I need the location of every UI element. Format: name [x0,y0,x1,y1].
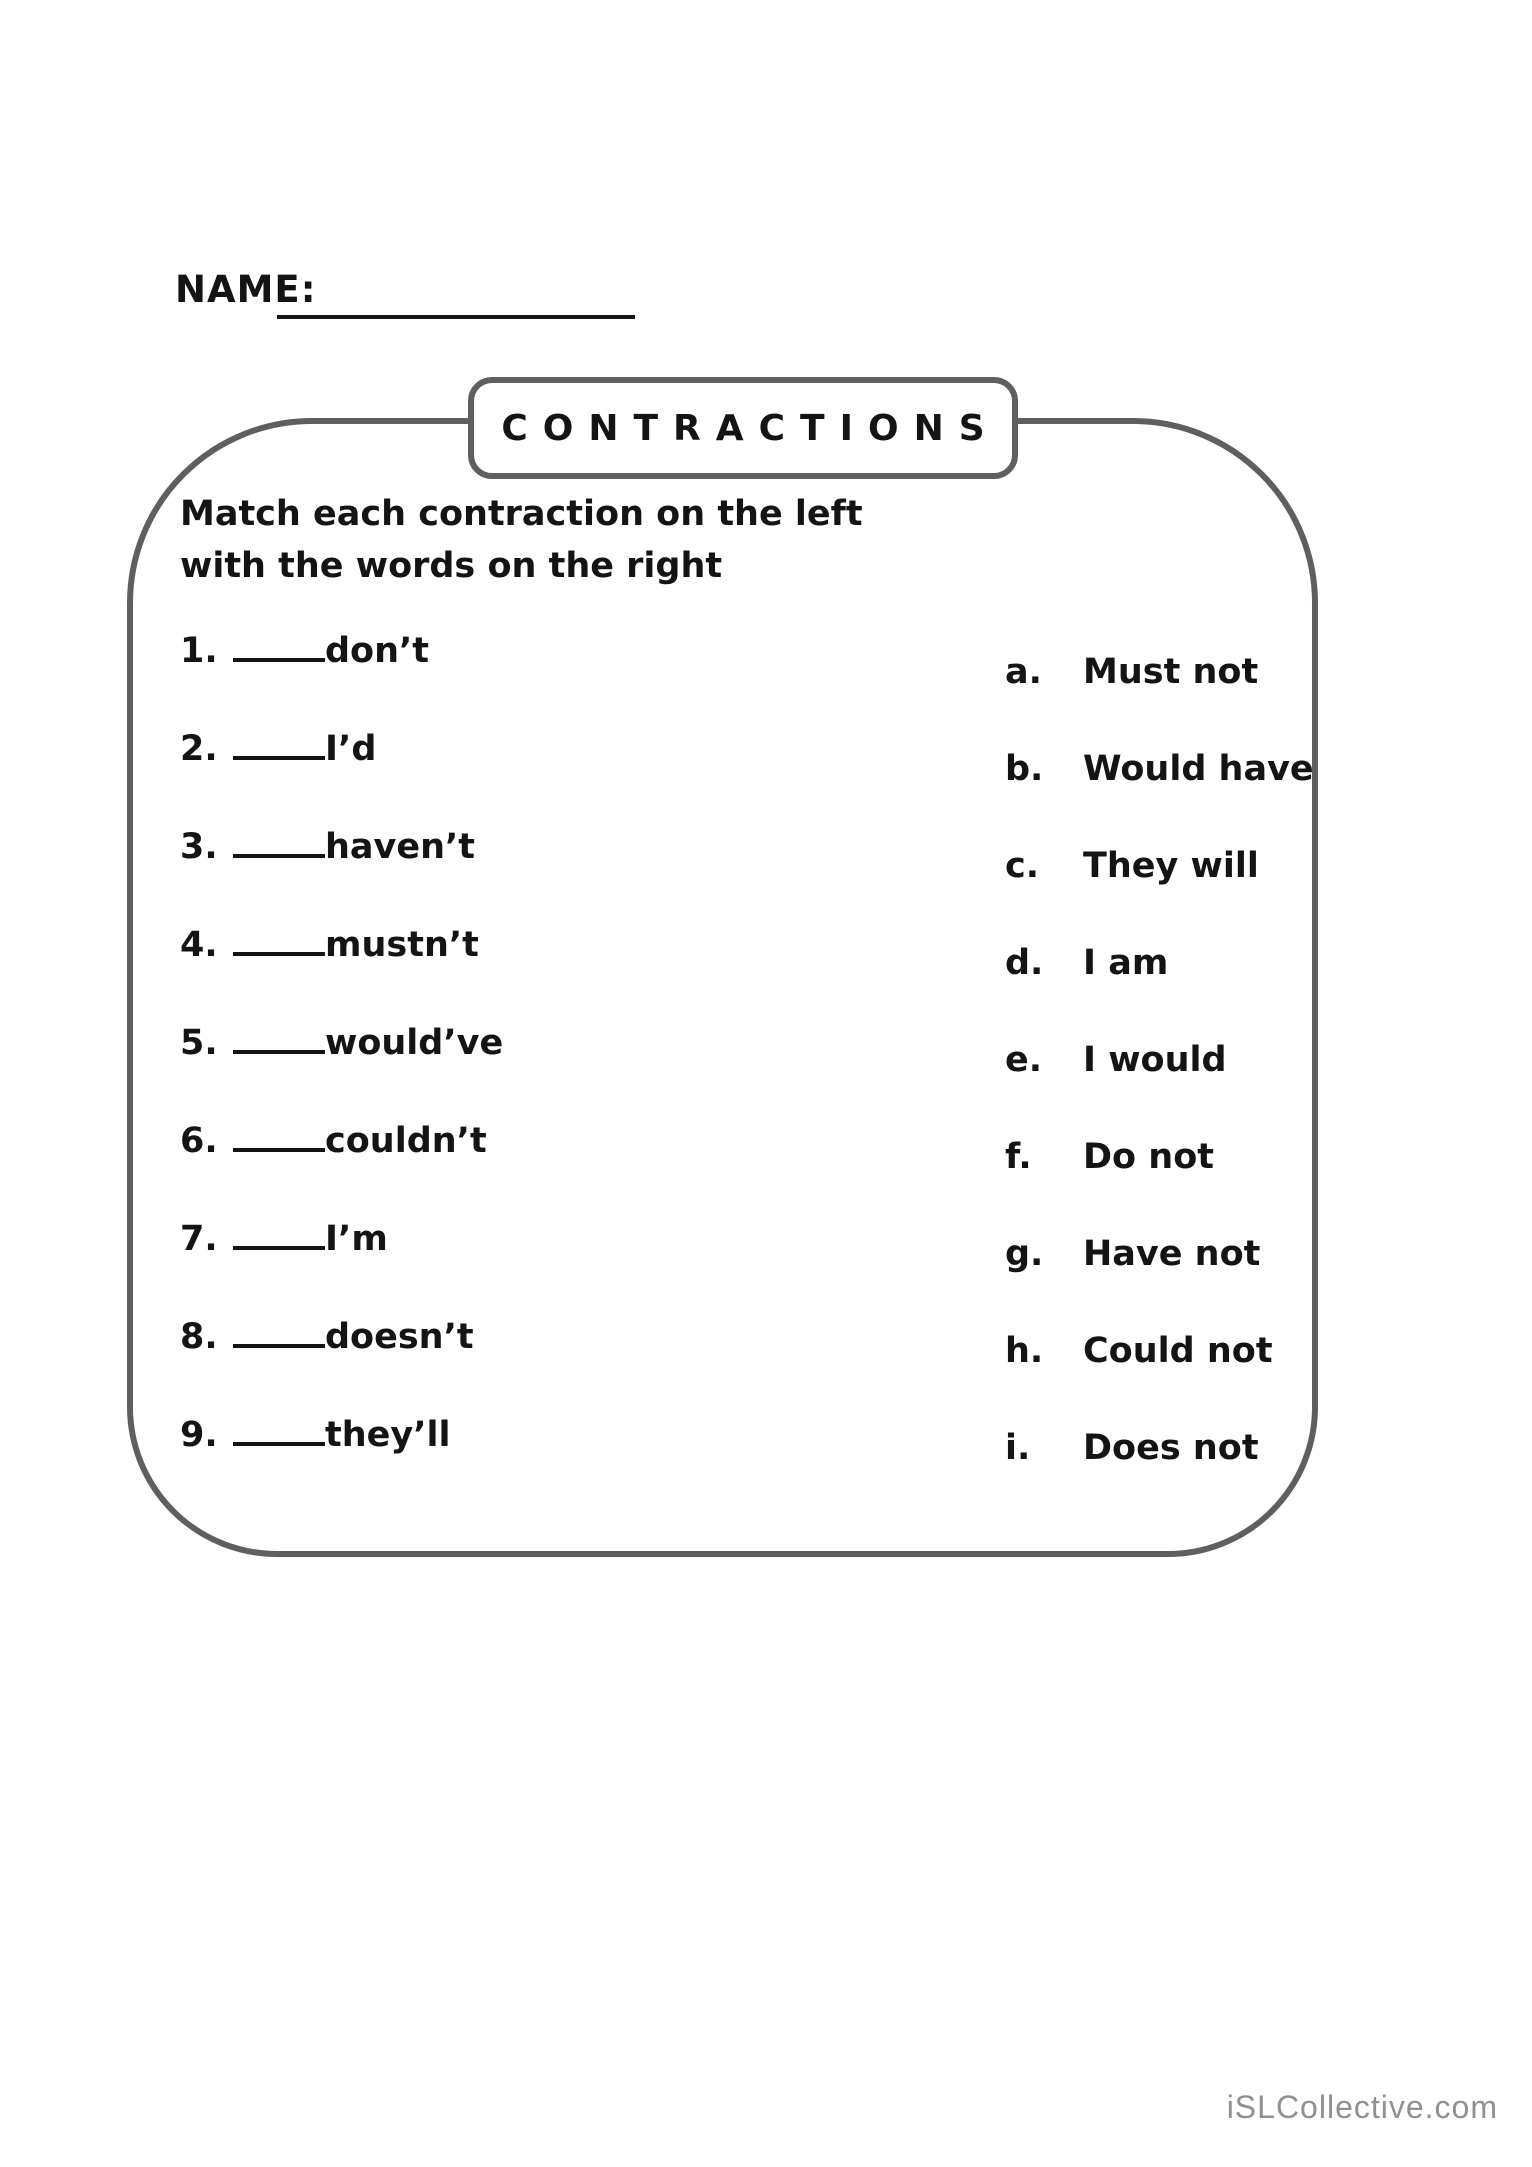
list-item-expansion [1005,1329,1314,1373]
item-letter: a. [1005,652,1042,692]
contraction-word: haven’t [325,827,476,867]
contraction-word: I’m [325,1219,388,1259]
worksheet-title-box [468,377,1018,479]
answer-blank-line [233,726,325,760]
list-item-contraction [180,922,503,966]
list-item-expansion [1005,844,1314,888]
item-number: 1. [180,631,218,671]
list-item-contraction [180,1118,503,1162]
expansions-list [1005,650,1314,1470]
expansion-text: I would [1083,1040,1227,1080]
item-number: 7. [180,1219,218,1259]
instruction-line-1: Match each contraction on the left [180,494,863,534]
expansion-text: Could not [1083,1331,1273,1371]
list-item-expansion [1005,1135,1314,1179]
item-number: 8. [180,1317,218,1357]
answer-blank-line [233,824,325,858]
item-letter: c. [1005,846,1040,886]
list-item-contraction [180,1412,503,1456]
list-item-expansion [1005,747,1314,791]
name-blank-line [277,315,635,319]
item-number: 9. [180,1415,218,1455]
list-item-expansion [1005,941,1314,985]
list-item-contraction [180,726,503,770]
list-item-contraction [180,824,503,868]
item-number: 5. [180,1023,218,1063]
contraction-word: I’d [325,729,377,769]
item-letter: b. [1005,749,1044,789]
watermark: iSLCollective.com [1226,2089,1498,2125]
item-number: 4. [180,925,218,965]
instructions [180,488,863,592]
answer-blank-line [233,628,325,662]
expansion-text: Do not [1083,1137,1214,1177]
item-letter: h. [1005,1331,1044,1371]
answer-blank-line [233,922,325,956]
list-item-expansion [1005,1232,1314,1276]
item-number: 3. [180,827,218,867]
list-item-expansion [1005,1038,1314,1082]
list-item-contraction [180,1020,503,1064]
contraction-word: would’ve [325,1023,504,1063]
answer-blank-line [233,1412,325,1446]
answer-blank-line [233,1020,325,1054]
list-item-contraction [180,1216,503,1260]
contractions-list [180,628,503,1456]
expansion-text: Must not [1083,652,1259,692]
item-number: 6. [180,1121,218,1161]
item-number: 2. [180,729,218,769]
answer-blank-line [233,1216,325,1250]
contraction-word: they’ll [325,1415,451,1455]
answer-blank-line [233,1314,325,1348]
item-letter: f. [1005,1137,1032,1177]
list-item-expansion [1005,650,1314,694]
answer-blank-line [233,1118,325,1152]
expansion-text: I am [1083,943,1169,983]
list-item-expansion [1005,1426,1314,1470]
worksheet-title: CONTRACTIONS [501,407,1000,449]
instruction-line-2: with the words on the right [180,546,723,586]
expansion-text: Does not [1083,1428,1259,1468]
expansion-text: They will [1083,846,1259,886]
expansion-text: Have not [1083,1234,1261,1274]
contraction-word: couldn’t [325,1121,487,1161]
contraction-word: doesn’t [325,1317,474,1357]
item-letter: i. [1005,1428,1031,1468]
contraction-word: don’t [325,631,430,671]
list-item-contraction [180,1314,503,1358]
item-letter: d. [1005,943,1044,983]
item-letter: e. [1005,1040,1043,1080]
item-letter: g. [1005,1234,1044,1274]
contraction-word: mustn’t [325,925,479,965]
list-item-contraction [180,628,503,672]
name-label: NAME: [175,268,317,311]
expansion-text: Would have [1083,749,1314,789]
